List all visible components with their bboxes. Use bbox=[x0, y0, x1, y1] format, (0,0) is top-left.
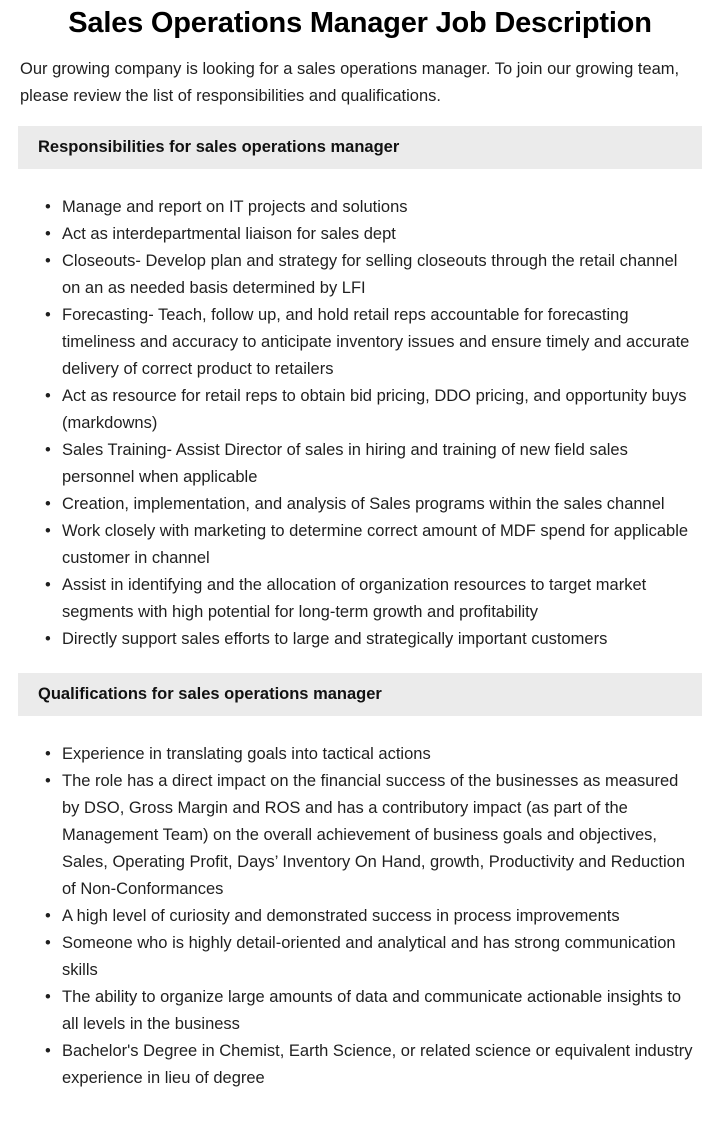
list-item: • Closeouts- Develop plan and strategy for selling closeouts through the retail channel on an as needed basis determined by LFI bbox=[62, 248, 700, 302]
intro-paragraph: Our growing company is looking for a sales operations manager. To join our growing team, please review the list of responsibilities and qualifications. bbox=[20, 60, 680, 105]
list-item: • Experience in translating goals into tactical actions bbox=[62, 741, 700, 768]
list-item: • Someone who is highly detail-oriented and analytical and has strong communication skills bbox=[62, 930, 700, 984]
list-item: • The role has a direct impact on the financial success of the businesses as measured by DSO, Gross Margin and ROS and has a contributory impact (as part of the Management Team) on the overall achievement of business goals and objectives, Sales, Operating Profit, Days’ Inventory On Hand, growth, Productivity and Reduction of Non-Conformances bbox=[62, 768, 700, 903]
page-title: Sales Operations Manager Job Description bbox=[68, 7, 652, 39]
section bbox=[20, 673, 700, 1092]
list-item: • The ability to organize large amounts of data and communicate actionable insights to all levels in the business bbox=[62, 984, 700, 1038]
list-item: • Assist in identifying and the allocation of organization resources to target market segments with high potential for long-term growth and profitability bbox=[62, 572, 700, 626]
section-list bbox=[20, 741, 700, 1092]
list-item: • Work closely with marketing to determine correct amount of MDF spend for applicable customer in channel bbox=[62, 518, 700, 572]
list-item: • Directly support sales efforts to large and strategically important customers bbox=[62, 626, 700, 653]
section-heading: Responsibilities for sales operations manager bbox=[18, 126, 702, 169]
list-item: • Sales Training- Assist Director of sales in hiring and training of new field sales personnel when applicable bbox=[62, 437, 700, 491]
section bbox=[20, 126, 700, 653]
list-item: • Act as resource for retail reps to obtain bid pricing, DDO pricing, and opportunity buys (markdowns) bbox=[62, 383, 700, 437]
section-heading: Qualifications for sales operations manager bbox=[18, 673, 702, 716]
sections bbox=[20, 126, 700, 1092]
list-item: • Act as interdepartmental liaison for sales dept bbox=[62, 221, 700, 248]
list-item: • Bachelor's Degree in Chemist, Earth Science, or related science or equivalent industry experience in lieu of degree bbox=[62, 1038, 700, 1092]
list-item: • Forecasting- Teach, follow up, and hold retail reps accountable for forecasting timeliness and accuracy to anticipate inventory issues and ensure timely and accurate delivery of correct product to retailers bbox=[62, 302, 700, 383]
section-list bbox=[20, 194, 700, 653]
list-item: • Creation, implementation, and analysis of Sales programs within the sales channel bbox=[62, 491, 700, 518]
list-item: • Manage and report on IT projects and solutions bbox=[62, 194, 700, 221]
list-item: • A high level of curiosity and demonstrated success in process improvements bbox=[62, 903, 700, 930]
